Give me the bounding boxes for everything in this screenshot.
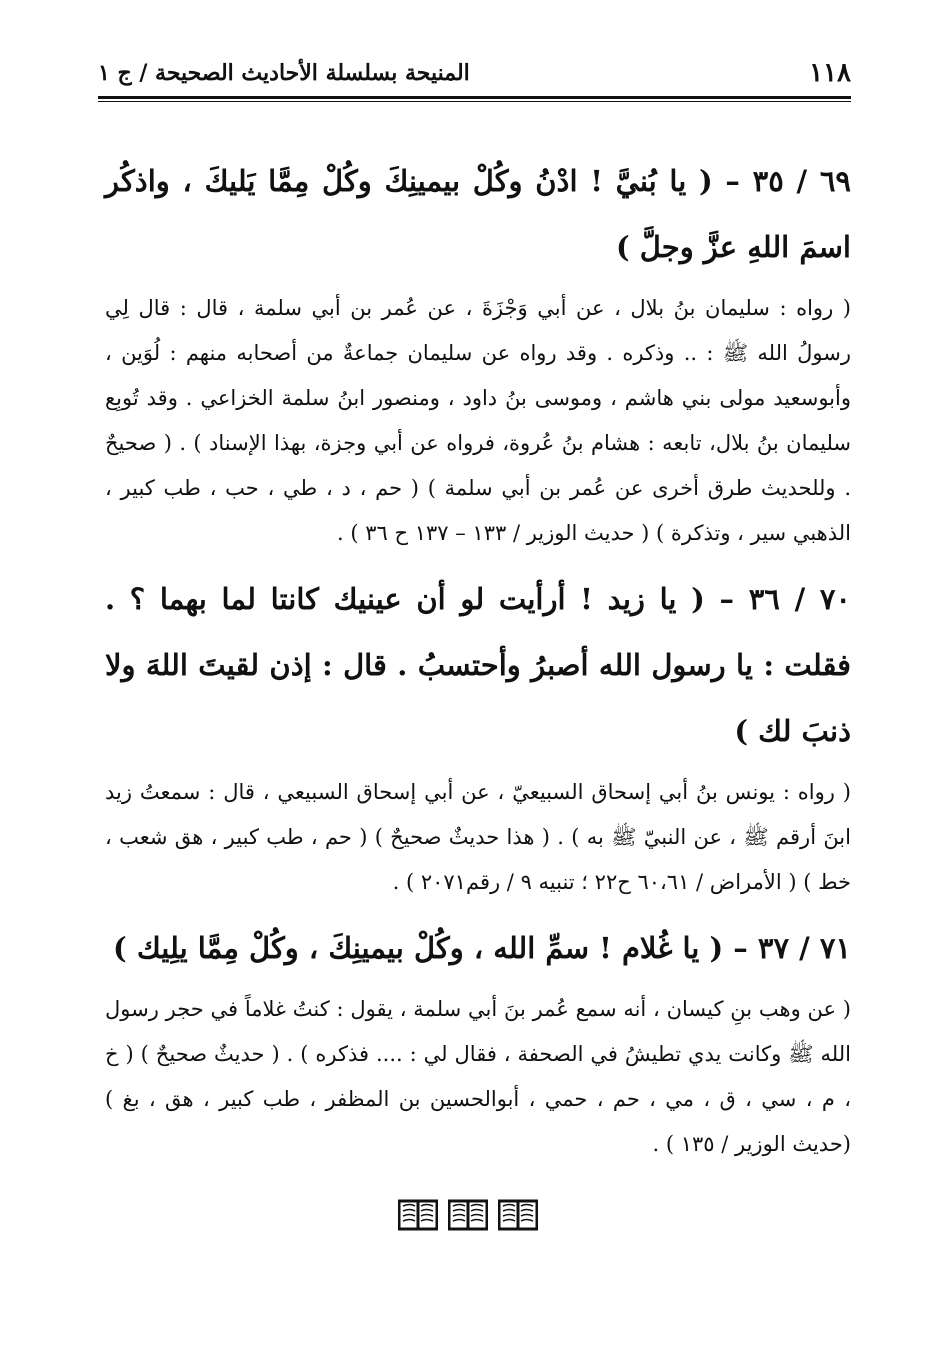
running-title: المنيحة بسلسلة الأحاديث الصحيحة / ج ١ <box>98 60 470 86</box>
hadith-69: ٦٩ / ٣٥ – ( يا بُنيَّ ! ادْنُ وكُلْ بيمينِكَ وكُلْ مِمَّا يَليكَ ، واذكُر اسمَ اللهِ عزَّ وجلَّ ) <box>105 164 851 264</box>
hadith-70-note: ( رواه : يونس بنُ أبي إسحاق السبيعيّ ، عن أبي إسحاق السبيعي ، قال : سمعتُ زيد ابنَ أرقم ﷺ ، عن النبيّ ﷺ به ) . ( هذا حديثٌ صحيحٌ ) ( حم ، طب كبير ، هق شعب ، خط ) ( الأمراض / ٦٠،٦١ ح٢٢ ؛ تنبيه ٩ / رقم٢٠٧١ ) . <box>105 780 851 894</box>
page-header <box>98 58 851 94</box>
hadith-71-note: ( عن وهب بنِ كيسان ، أنه سمع عُمر بنَ أبي سلمة ، يقول : كنتُ غلاماً في حجر رسول الله ﷺ وكانت يدي تطيشُ في الصحفة ، فقال لي : .... فذكره ) . ( حديثٌ صحيحٌ ) ( خ ، م ، سي ، ق ، مي ، حم ، حمي ، أبوالحسين بن المظفر ، طب كبير ، هق ، بغ ) (حديث الوزير / ١٣٥ ) . <box>105 997 851 1156</box>
header-rule-thick <box>98 96 851 99</box>
open-book-icon <box>498 1198 538 1232</box>
hadith-69-note: ( رواه : سليمان بنُ بلال ، عن أبي وَجْزَةَ ، عن عُمر بن أبي سلمة ، قال : قال لِي رسولُ الله ﷺ : .. وذكره . وقد رواه عن سليمان جماعةٌ من أصحابه منهم : لُوَين ، وأبوسعيد مولى بني هاشم ، وموسى بنُ داود ، ومنصور ابنُ سلمة الخزاعي . وقد تُوبِع سليمان بنُ بلال، تابعه : هشام بنُ عُروة، فرواه عن أبي وجزة، بهذا الإسناد ) . ( صحيحٌ . وللحديث طرق أخرى عن عُمر بن أبي سلمة ) ( حم ، د ، طي ، حب ، طب كبير ، الذهبي سير ، وتذكرة ) ( حديث الوزير / ١٣٣ – ١٣٧ ح ٣٦ ) . <box>105 296 851 545</box>
page-body <box>105 148 851 1177</box>
hadith-70: ٧٠ / ٣٦ – ( يا زيد ! أرأيت لو أن عينيك كانتا لما بهما ؟ . فقلت : يا رسول الله أصبرُ وأحتسبُ . قال : إذن لقيتَ اللهَ ولا ذنبَ لك ) <box>105 582 851 748</box>
open-book-icon <box>448 1198 488 1232</box>
section-end-ornament <box>0 1198 935 1238</box>
page-number: ١١٨ <box>809 58 851 88</box>
hadith-71: ٧١ / ٣٧ – ( يا غُلام ! سمِّ الله ، وكُلْ بيمينِكَ ، وكُلْ مِمَّا يلِيك ) <box>113 931 851 965</box>
header-rule-thin <box>98 101 851 102</box>
open-book-icon <box>398 1198 438 1232</box>
